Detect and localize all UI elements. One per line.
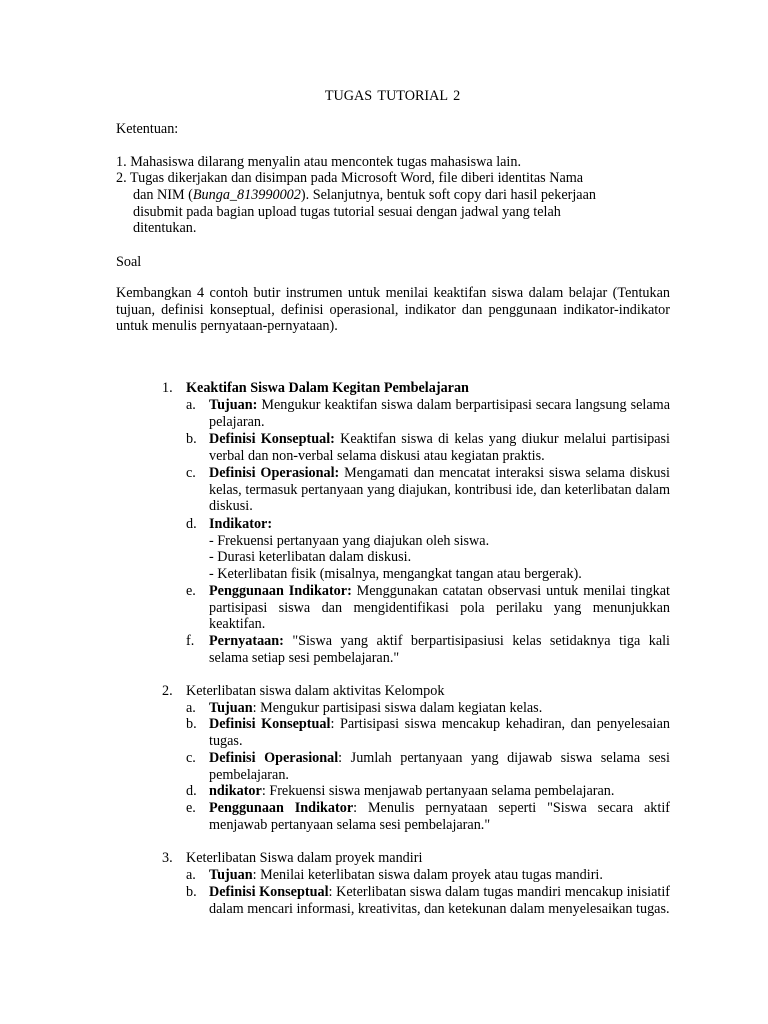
s1-item-d: Indikator:	[209, 516, 273, 532]
s3-item-b: Definisi Konseptual: Keterlibatan siswa dalam tugas mandiri mencakup inisiatif dalam mencari informasi, kreativitas, dan ketekunan dalam menyelesaikan tugas.	[209, 884, 670, 917]
s1-item-f-letter: f.	[186, 633, 195, 649]
s2-item-e: Penggunaan Indikator: Menulis pernyataan seperti "Siswa secara aktif menjawab pertanyaan selama sesi pembelajaran."	[209, 800, 670, 833]
s3-item-a-letter: a.	[186, 867, 196, 883]
section-3-number: 3.	[162, 850, 173, 866]
s1-item-c-letter: c.	[186, 465, 196, 481]
s1-item-f: Pernyataan: "Siswa yang aktif berpartisipasiusi kelas setidaknya tiga kali selama setiap sesi pembelajaran."	[209, 633, 670, 666]
soal-label: Soal	[116, 254, 142, 270]
s2-item-a-letter: a.	[186, 700, 196, 716]
s2-item-b: Definisi Konseptual: Partisipasi siswa mencakup kehadiran, dan penyelesaian tugas.	[209, 716, 670, 749]
s2-item-d-letter: d.	[186, 783, 197, 799]
s1-indikator-bullet-2: - Durasi keterlibatan dalam diskusi.	[209, 549, 412, 565]
soal-paragraph: Kembangkan 4 contoh butir instrumen untuk menilai keaktifan siswa dalam belajar (Tentukan tujuan, definisi konseptual, definisi operasional, indikator dan penggunaan indikator-indikator untuk menulis pernyataan-pernyataan).	[116, 285, 670, 335]
s2-item-b-letter: b.	[186, 716, 197, 732]
s2-item-e-letter: e.	[186, 800, 196, 816]
section-2-heading: Keterlibatan siswa dalam aktivitas Kelompok	[186, 683, 445, 699]
s1-item-a: Tujuan: Mengukur keaktifan siswa dalam berpartisipasi secara langsung selama pelajaran.	[209, 397, 670, 430]
section-2-number: 2.	[162, 683, 173, 699]
s2-item-d: ndikator: Frekuensi siswa menjawab pertanyaan selama pembelajaran.	[209, 783, 615, 799]
s1-indikator-bullet-3: - Keterlibatan fisik (misalnya, mengangkat tangan atau bergerak).	[209, 566, 582, 582]
rule-2-line-3: disubmit pada bagian upload tugas tutorial sesuai dengan jadwal yang telah	[133, 204, 561, 220]
rule-2-line-4: ditentukan.	[133, 220, 197, 236]
section-3-heading: Keterlibatan Siswa dalam proyek mandiri	[186, 850, 423, 866]
nim-example: Bunga_813990002	[192, 187, 301, 203]
section-1-heading: Keaktifan Siswa Dalam Kegitan Pembelajaran	[186, 380, 469, 396]
section-1-number: 1.	[162, 380, 173, 396]
s1-item-e-letter: e.	[186, 583, 196, 599]
s2-item-a: Tujuan: Mengukur partisipasi siswa dalam kegiatan kelas.	[209, 700, 543, 716]
s1-item-a-letter: a.	[186, 397, 196, 413]
s3-item-b-letter: b.	[186, 884, 197, 900]
rule-2-line-1: 2. Tugas dikerjakan dan disimpan pada Microsoft Word, file diberi identitas Nama	[116, 170, 584, 186]
s3-item-a: Tujuan: Menilai keterlibatan siswa dalam proyek atau tugas mandiri.	[209, 867, 603, 883]
s1-item-c: Definisi Operasional: Mengamati dan mencatat interaksi siswa selama diskusi kelas, termasuk pertanyaan yang diajukan, kontribusi ide, dan keterlibatan dalam diskusi.	[209, 465, 670, 515]
s1-indikator-bullet-1: - Frekuensi pertanyaan yang diajukan oleh siswa.	[209, 533, 490, 549]
s2-item-c: Definisi Operasional: Jumlah pertanyaan yang dijawab siswa selama sesi pembelajaran.	[209, 750, 670, 783]
s1-item-b-letter: b.	[186, 431, 197, 447]
s1-item-e: Penggunaan Indikator: Menggunakan catatan observasi untuk menilai tingkat partisipasi siswa dan mengidentifikasi pola perilaku yang menunjukkan keaktifan.	[209, 583, 671, 633]
ketentuan-label: Ketentuan:	[116, 121, 179, 137]
s1-item-b: Definisi Konseptual: Keaktifan siswa di kelas yang diukur melalui partisipasi verbal dan non-verbal selama diskusi atau kegiatan praktis.	[209, 431, 670, 464]
s2-item-c-letter: c.	[186, 750, 196, 766]
rule-2-line-2: dan NIM (Bunga_813990002). Selanjutnya, bentuk soft copy dari hasil pekerjaan	[133, 187, 596, 203]
document-title: TUGAS TUTORIAL 2	[324, 88, 461, 104]
rule-1: 1. Mahasiswa dilarang menyalin atau mencontek tugas mahasiswa lain.	[116, 154, 522, 170]
s1-item-d-letter: d.	[186, 516, 197, 532]
